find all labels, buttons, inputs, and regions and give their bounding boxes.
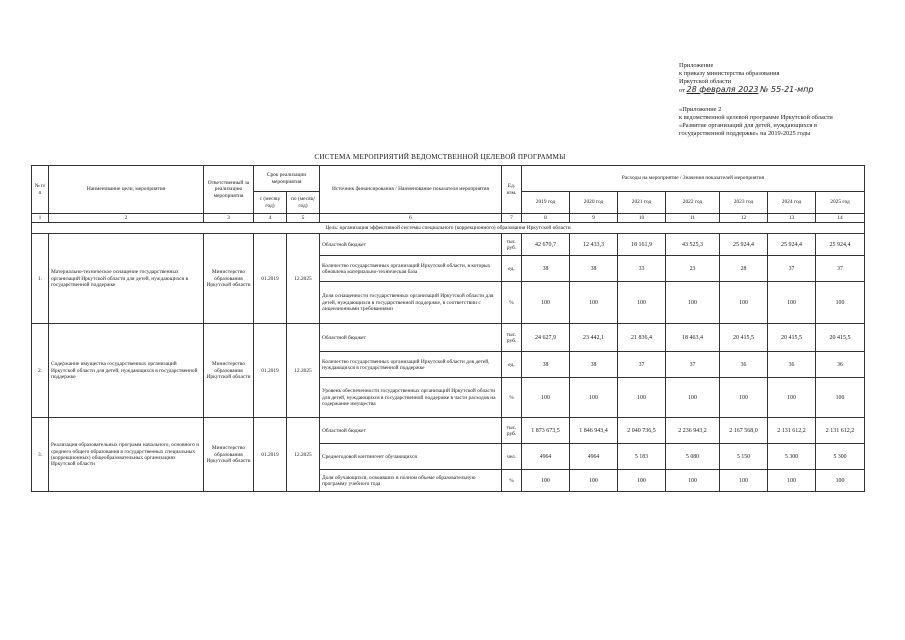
indicator-value: 25 924,4 [768,234,816,256]
indicator-value: 100 [666,282,720,324]
indicator-value: 38 [522,256,570,282]
activity-num: 1. [32,234,49,324]
indicator-value: 1 873 673,5 [522,418,570,444]
header-year: 2023 год [720,192,768,214]
indicator-value: 100 [618,282,666,324]
indicator-label: Областной бюджет [320,324,502,352]
indicator-value: 38 [570,352,618,378]
handwritten-date: 28 февраля 2023 [686,85,759,94]
header-responsible: Ответственный за реализацию мероприятия [204,166,254,214]
indicator-value: 38 [522,352,570,378]
indicator-value: 100 [768,470,816,492]
column-number: 13 [768,214,816,223]
goal-row: Цель: организация эффективной системы специального (коррекционного) образования Иркутской области [32,223,865,234]
appendix-block [679,62,884,95]
indicator-label: Количество государственных организаций Иркутской области, в которых обновлена материально-техническая база [320,256,502,282]
column-number: 9 [570,214,618,223]
activity-num: 3. [32,418,49,492]
indicator-value: 21 836,4 [618,324,666,352]
column-number: 3 [204,214,254,223]
column-number: 14 [816,214,865,223]
indicator-value: 100 [618,470,666,492]
indicator-label: Количество государственных организаций Иркутской области для детей, нуждающихся в государственной поддержке [320,352,502,378]
appendix-line: к приказу министерства образования [679,70,780,77]
header-term-to: по (месяц/год) [287,192,320,214]
indicator-value: 28 [720,256,768,282]
activity-from: 01.2019 [254,418,287,492]
indicator-value: 1 846 943,4 [570,418,618,444]
indicator-value: 5 183 [618,444,666,470]
indicator-value: 2 236 943,2 [666,418,720,444]
indicator-unit: ед. [502,256,522,282]
activity-num: 2. [32,324,49,418]
indicator-value: 24 627,9 [522,324,570,352]
appendix-line: Иркутской области [679,78,732,85]
indicator-value: 100 [768,378,816,418]
indicator-unit: чел. [502,444,522,470]
indicator-value: 100 [816,282,865,324]
activity-to: 12.2025 [287,234,320,324]
indicator-value: 20 415,5 [816,324,865,352]
column-number: 10 [618,214,666,223]
indicator-value: 100 [666,470,720,492]
activity-row [32,234,865,256]
indicator-value: 100 [768,282,816,324]
indicator-value: 100 [522,282,570,324]
activity-to: 12.2025 [287,324,320,418]
indicator-value: 5 080 [666,444,720,470]
indicator-value: 2 131 612,2 [816,418,865,444]
indicator-value: 37 [768,256,816,282]
indicator-value: 37 [666,352,720,378]
indicator-value: 100 [570,470,618,492]
indicator-label: Областной бюджет [320,418,502,444]
indicator-value: 37 [618,352,666,378]
indicator-value: 100 [522,470,570,492]
activity-name: Реализация образовательных программ начального, основного и среднего общего образования в государственных специальных (коррекционных) общеобразовательных организациях Иркутской области [49,418,204,492]
indicator-value: 33 [618,256,666,282]
indicator-value: 100 [720,378,768,418]
indicator-value: 25 924,4 [816,234,865,256]
handwritten-number: № 55-21-мпр [760,85,814,94]
header-year: 2025 год [816,192,865,214]
indicator-value: 36 [768,352,816,378]
activity-name: Содержание имущества государственных организаций Иркутской области для детей, нуждающихся в государственной поддержке [49,324,204,418]
indicator-value: 100 [816,470,865,492]
column-number: 12 [720,214,768,223]
header-unit: Ед. изм. [502,166,522,214]
indicator-value: 38 [570,256,618,282]
column-number: 4 [254,214,287,223]
indicator-unit: ед. [502,352,522,378]
document-title: СИСТЕМА МЕРОПРИЯТИЙ ВЕДОМСТВЕННОЙ ЦЕЛЕВОЙ ПРОГРАММЫ [314,153,566,161]
header-expenses: Расходы на мероприятие / Значения показателей мероприятия [522,166,865,192]
column-number: 5 [287,214,320,223]
activity-responsible: Министерство образования Иркутской области [204,418,254,492]
appendix-date-line [679,86,884,95]
appendix2-line: к ведомственной целевой программе Иркутской области [679,114,833,121]
indicator-unit: % [502,470,522,492]
indicator-label: Доля оснащенности государственных организаций Иркутской области для детей, нуждающихся в государственной поддержке, в соответствии с лицензионными требованиями [320,282,502,324]
indicator-value: 2 167 568,0 [720,418,768,444]
header-year: 2019 год [522,192,570,214]
column-number: 6 [320,214,502,223]
indicator-value: 23 442,1 [570,324,618,352]
column-number: 7 [502,214,522,223]
indicator-unit: % [502,282,522,324]
indicator-value: 20 415,5 [720,324,768,352]
activity-to: 12.2025 [287,418,320,492]
indicator-label: Среднегодовой контингент обучающихся [320,444,502,470]
header-term: Срок реализации мероприятия [254,166,320,192]
indicator-value: 5 300 [816,444,865,470]
indicator-value: 100 [570,378,618,418]
indicator-value: 100 [720,470,768,492]
indicator-value: 100 [522,378,570,418]
indicator-value: 18 161,9 [618,234,666,256]
activity-from: 01.2019 [254,324,287,418]
header-source: Источник финансирования / Наименование показателя мероприятия [320,166,502,214]
activity-responsible: Министерство образования Иркутской области [204,324,254,418]
indicator-value: 36 [720,352,768,378]
indicator-label: Уровень обеспеченности государственных организаций Иркутской области для детей, нуждающихся в государственной поддержке в части расходов на содержание имущества [320,378,502,418]
indicator-value: 2 040 736,5 [618,418,666,444]
indicator-unit: тыс. руб. [502,324,522,352]
indicator-value: 100 [618,378,666,418]
indicator-value: 100 [666,378,720,418]
column-number: 2 [49,214,204,223]
indicator-value: 37 [816,256,865,282]
indicator-value: 5 300 [768,444,816,470]
indicator-value: 4964 [522,444,570,470]
indicator-value: 25 924,4 [720,234,768,256]
header-num: № п/п [32,166,49,214]
header-year: 2021 год [618,192,666,214]
header-term-from: с (месяц/год) [254,192,287,214]
activity-responsible: Министерство образования Иркутской области [204,234,254,324]
appendix-line: Приложение [679,62,714,69]
activity-name: Материально-техническое оснащение государственных организаций Иркутской области для детей, нуждающихся в государственной поддержке [49,234,204,324]
appendix2-line: «Приложение 2 [679,106,722,113]
indicator-value: 100 [570,282,618,324]
header-name: Наименование цели, мероприятия [49,166,204,214]
header-year: 2020 год [570,192,618,214]
indicator-value: 36 [816,352,865,378]
column-number: 11 [666,214,720,223]
indicator-value: 2 131 612,2 [768,418,816,444]
program-table [31,165,865,492]
appendix2-line: государственной поддержке» на 2019-2025 годы [679,130,811,137]
activity-from: 01.2019 [254,234,287,324]
indicator-unit: % [502,378,522,418]
indicator-value: 100 [720,282,768,324]
indicator-unit: тыс. руб. [502,418,522,444]
appendix2-block [679,106,894,138]
indicator-value: 42 670,7 [522,234,570,256]
indicator-value: 4964 [570,444,618,470]
indicator-unit: тыс. руб. [502,234,522,256]
indicator-value: 43 525,3 [666,234,720,256]
appendix-prefix: от [679,87,685,94]
indicator-value: 12 433,3 [570,234,618,256]
activity-row [32,418,865,444]
header-year: 2024 год [768,192,816,214]
indicator-label: Доля обучающихся, освоивших в полном объеме образовательную программу учебного года [320,470,502,492]
indicator-value: 23 [666,256,720,282]
activity-row [32,324,865,352]
column-number: 8 [522,214,570,223]
header-year: 2022 год [666,192,720,214]
indicator-label: Областной бюджет [320,234,502,256]
column-number: 1 [32,214,49,223]
indicator-value: 20 415,5 [768,324,816,352]
indicator-value: 18 463,4 [666,324,720,352]
appendix2-line: «Развитие организаций для детей, нуждающихся в [679,122,817,129]
indicator-value: 5 150 [720,444,768,470]
indicator-value: 100 [816,378,865,418]
